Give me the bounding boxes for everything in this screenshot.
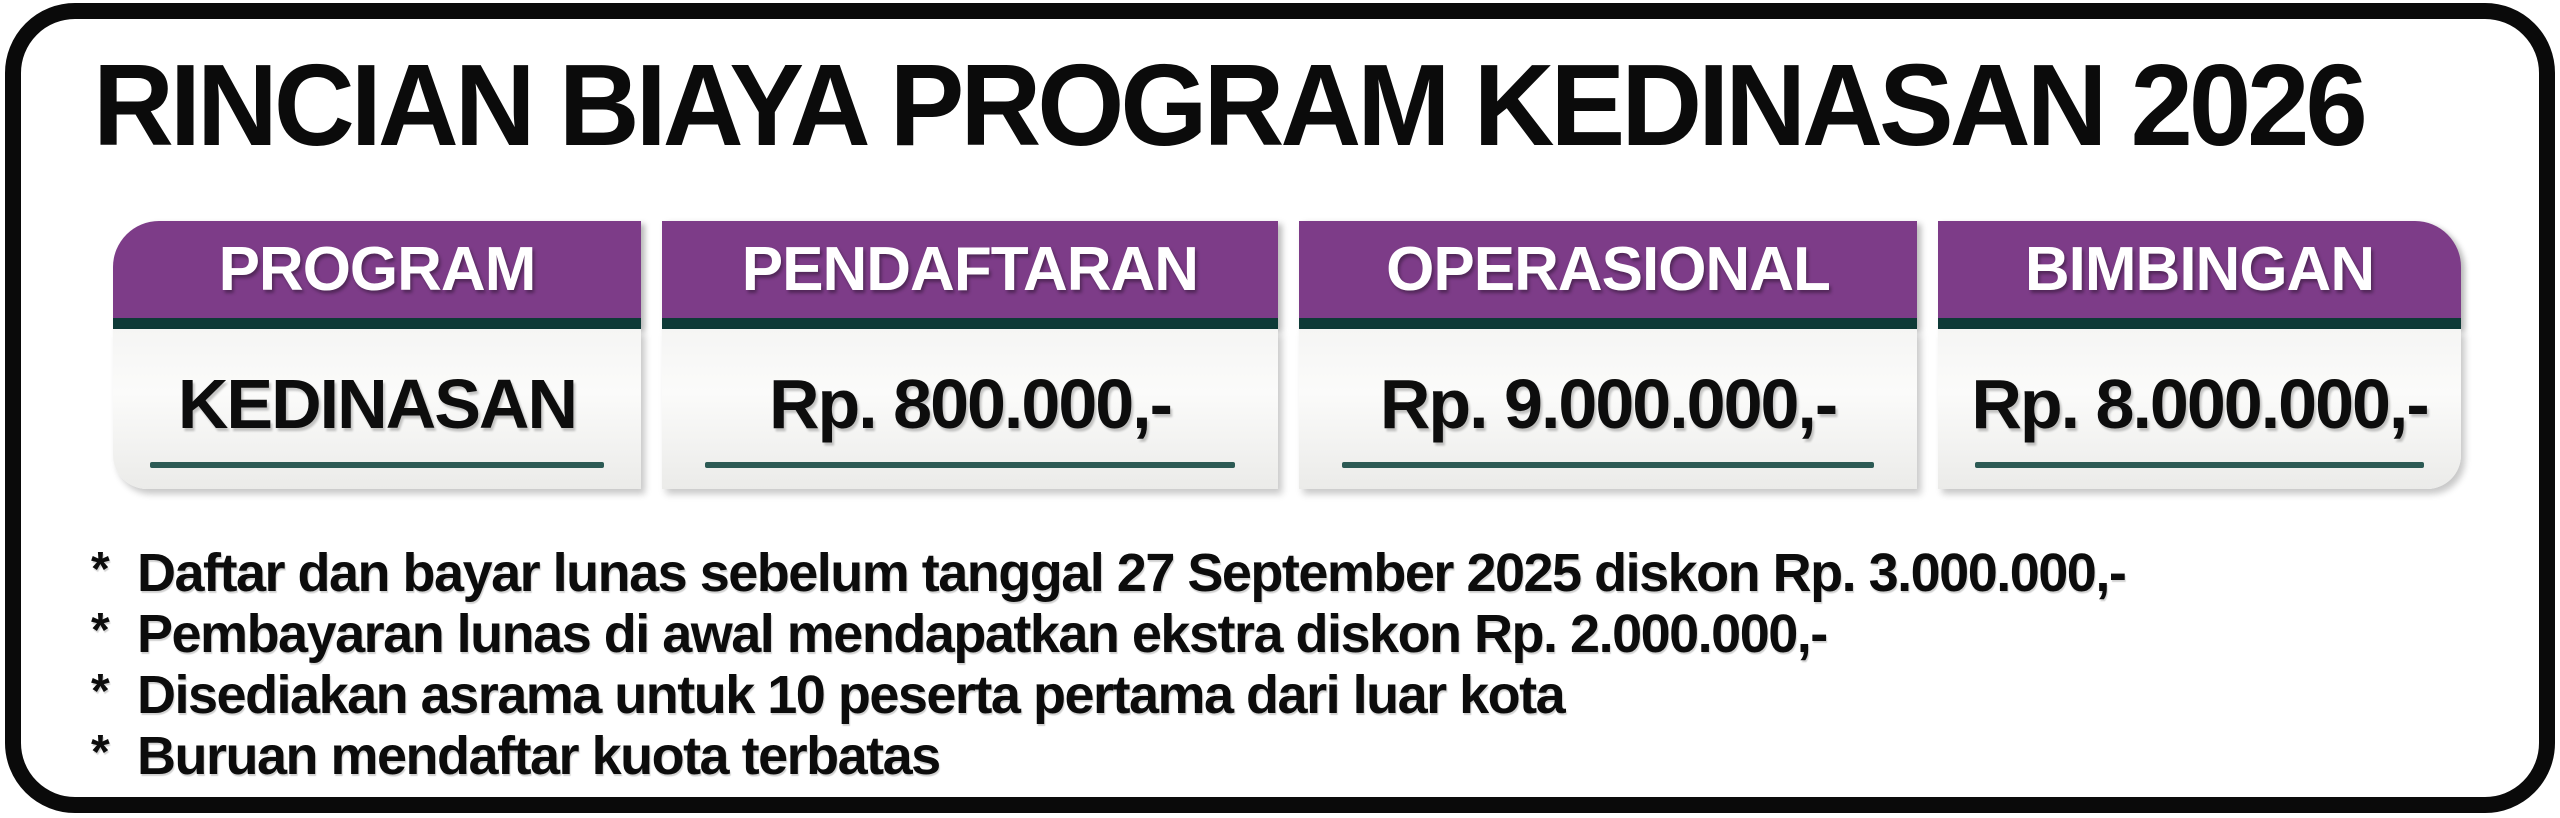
table-cell-program	[113, 329, 641, 489]
column-header-operasional: OPERASIONAL	[1299, 221, 1917, 329]
cell-underline	[1975, 462, 2425, 468]
note-text: Pembayaran lunas di awal mendapatkan ekstra diskon Rp. 2.000.000,-	[137, 604, 1827, 664]
note-text: Daftar dan bayar lunas sebelum tanggal 27 September 2025 diskon Rp. 3.000.000,-	[137, 543, 2126, 603]
program-value: KEDINASAN	[177, 365, 577, 443]
asterisk-marker: *	[91, 604, 109, 657]
page-title: RINCIAN BIAYA PROGRAM KEDINASAN 2026	[93, 39, 2364, 170]
note-item	[91, 724, 2125, 785]
note-item	[91, 541, 2125, 602]
note-item	[91, 663, 2125, 724]
pendaftaran-value: Rp. 800.000,-	[768, 365, 1171, 443]
cell-underline	[705, 462, 1235, 468]
column-header-pendaftaran: PENDAFTARAN	[662, 221, 1278, 329]
cell-underline	[1342, 462, 1874, 468]
cell-underline	[150, 462, 604, 468]
table-cell-operasional	[1299, 329, 1917, 489]
table-cell-pendaftaran	[662, 329, 1278, 489]
pricing-table	[113, 221, 2461, 489]
note-text: Disediakan asrama untuk 10 peserta pertama dari luar kota	[137, 665, 1565, 725]
note-text: Buruan mendaftar kuota terbatas	[137, 726, 940, 786]
operasional-value: Rp. 9.000.000,-	[1379, 365, 1837, 443]
note-item	[91, 602, 2125, 663]
flyer-card	[5, 3, 2555, 813]
table-cell-bimbingan	[1938, 329, 2461, 489]
asterisk-marker: *	[91, 665, 109, 718]
column-header-program: PROGRAM	[113, 221, 641, 329]
asterisk-marker: *	[91, 543, 109, 596]
notes-list	[91, 541, 2125, 785]
bimbingan-value: Rp. 8.000.000,-	[1971, 365, 2428, 443]
column-header-bimbingan: BIMBINGAN	[1938, 221, 2461, 329]
asterisk-marker: *	[91, 726, 109, 779]
